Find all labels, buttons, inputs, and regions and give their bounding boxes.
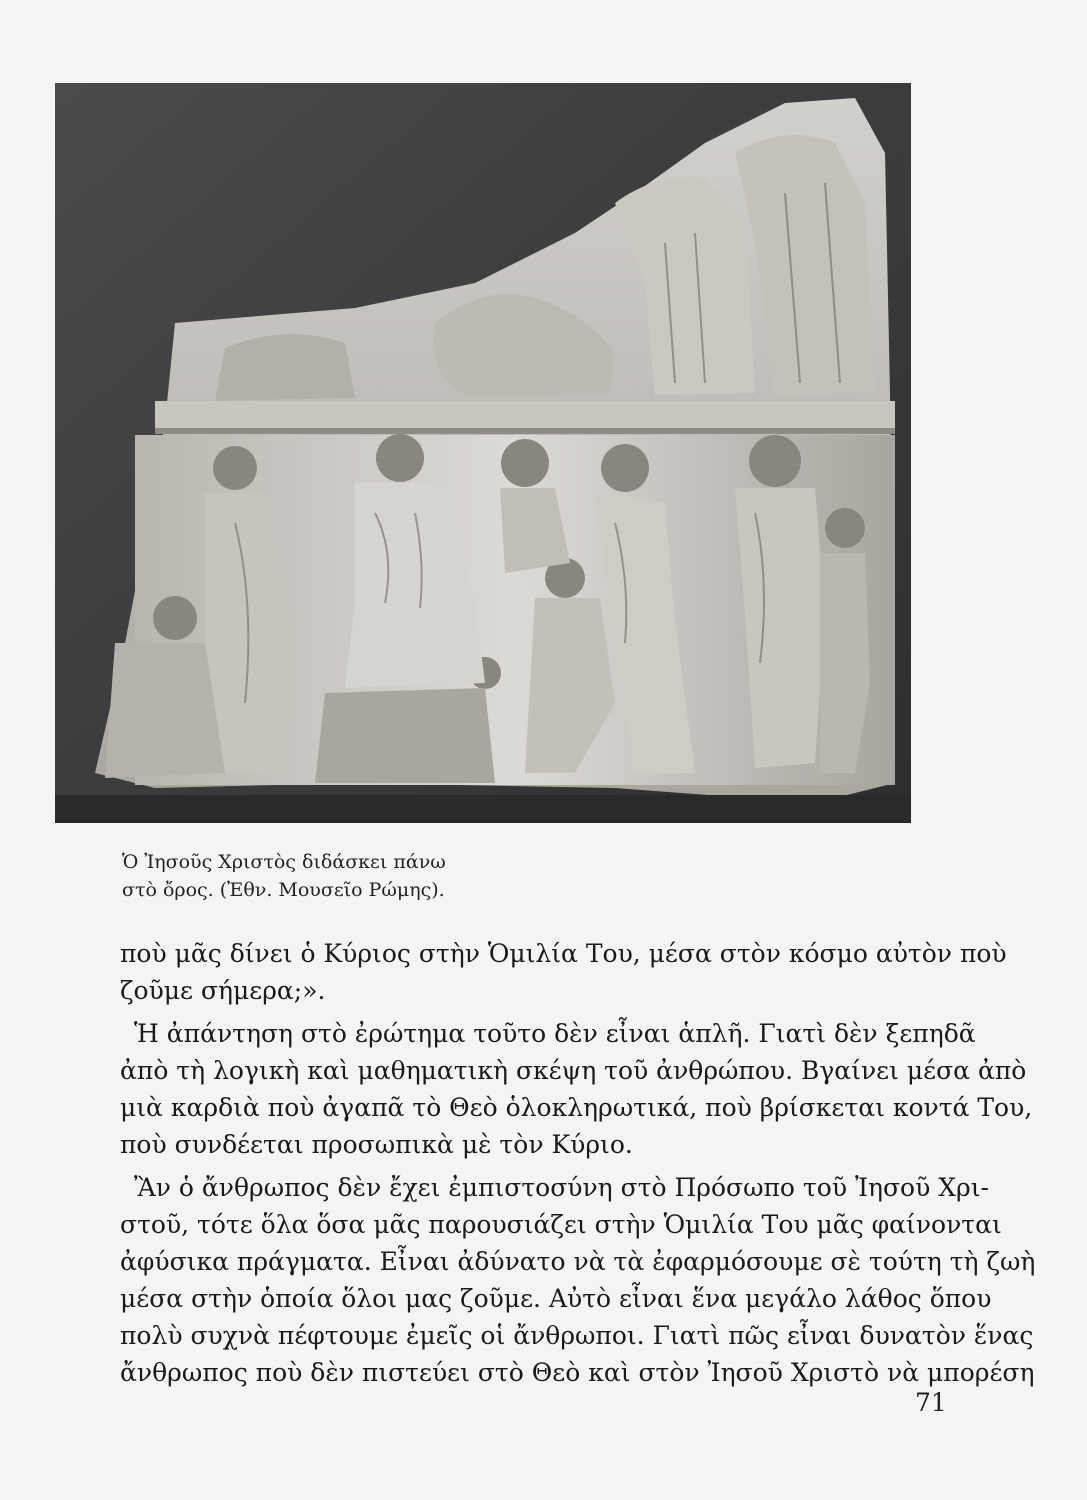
text-line: στοῦ, τότε ὅλα ὅσα μᾶς παρουσιάζει στὴν Ὁμιλία Του μᾶς φαίνονται [120,1210,1002,1239]
relief-image [55,83,911,823]
paragraph [120,1015,1033,1163]
paragraph [120,1169,1036,1391]
text-line: ἄνθρωπος ποὺ δὲν πιστεύει στὸ Θεὸ καὶ στὸν Ἰησοῦ Χριστὸ νὰ μπορέση [120,1358,1035,1387]
text-line: ζοῦμε σήμερα;». [120,976,326,1005]
paragraph [120,935,1007,1009]
text-line: Ἡ ἀπάντηση στὸ ἐρώτημα τοῦτο δὲν εἶναι ἁπλῆ. Γιατὶ δὲν ξεπηδᾶ [134,1019,976,1048]
text-line: ἀφύσικα πράγματα. Εἶναι ἀδύνατο νὰ τὰ ἐφαρμόσουμε σὲ τούτη τὴ ζωὴ [120,1247,1036,1276]
text-line: ποὺ μᾶς δίνει ὁ Κύριος στὴν Ὁμιλία Του, μέσα στὸν κόσμο αὐτὸν ποὺ [120,939,1007,968]
text-line: μιὰ καρδιὰ ποὺ ἀγαπᾶ τὸ Θεὸ ὁλοκληρωτικά, ποὺ βρίσκεται κοντά Του, [120,1093,1033,1122]
text-line: μέσα στὴν ὁποία ὅλοι μας ζοῦμε. Αὐτὸ εἶναι ἕνα μεγάλο λάθος ὅπου [120,1284,992,1313]
text-line: ποὺ συνδέεται προσωπικὰ μὲ τὸν Κύριο. [120,1130,633,1159]
body-text [120,935,1036,1391]
page-number: 71 [915,1388,947,1417]
caption-line: στὸ ὄρος. (Ἐθν. Μουσεῖο Ρώμης). [122,879,445,901]
text-line: Ἂν ὁ ἄνθρωπος δὲν ἔχει ἐμπιστοσύνη στὸ Πρόσωπο τοῦ Ἰησοῦ Χρι- [134,1173,989,1202]
text-line: ἀπὸ τὴ λογικὴ καὶ μαθηματικὴ σκέψη τοῦ ἀνθρώπου. Βγαίνει μέσα ἀπὸ [120,1056,1027,1085]
caption-line: Ὁ Ἰησοῦς Χριστὸς διδάσκει πάνω [122,851,446,873]
relief-photograph [55,83,911,823]
text-line: πολὺ συχνὰ πέφτουμε ἐμεῖς οἱ ἄνθρωποι. Γιατὶ πῶς εἶναι δυνατὸν ἕνας [120,1321,1034,1350]
figure-caption [122,848,622,904]
